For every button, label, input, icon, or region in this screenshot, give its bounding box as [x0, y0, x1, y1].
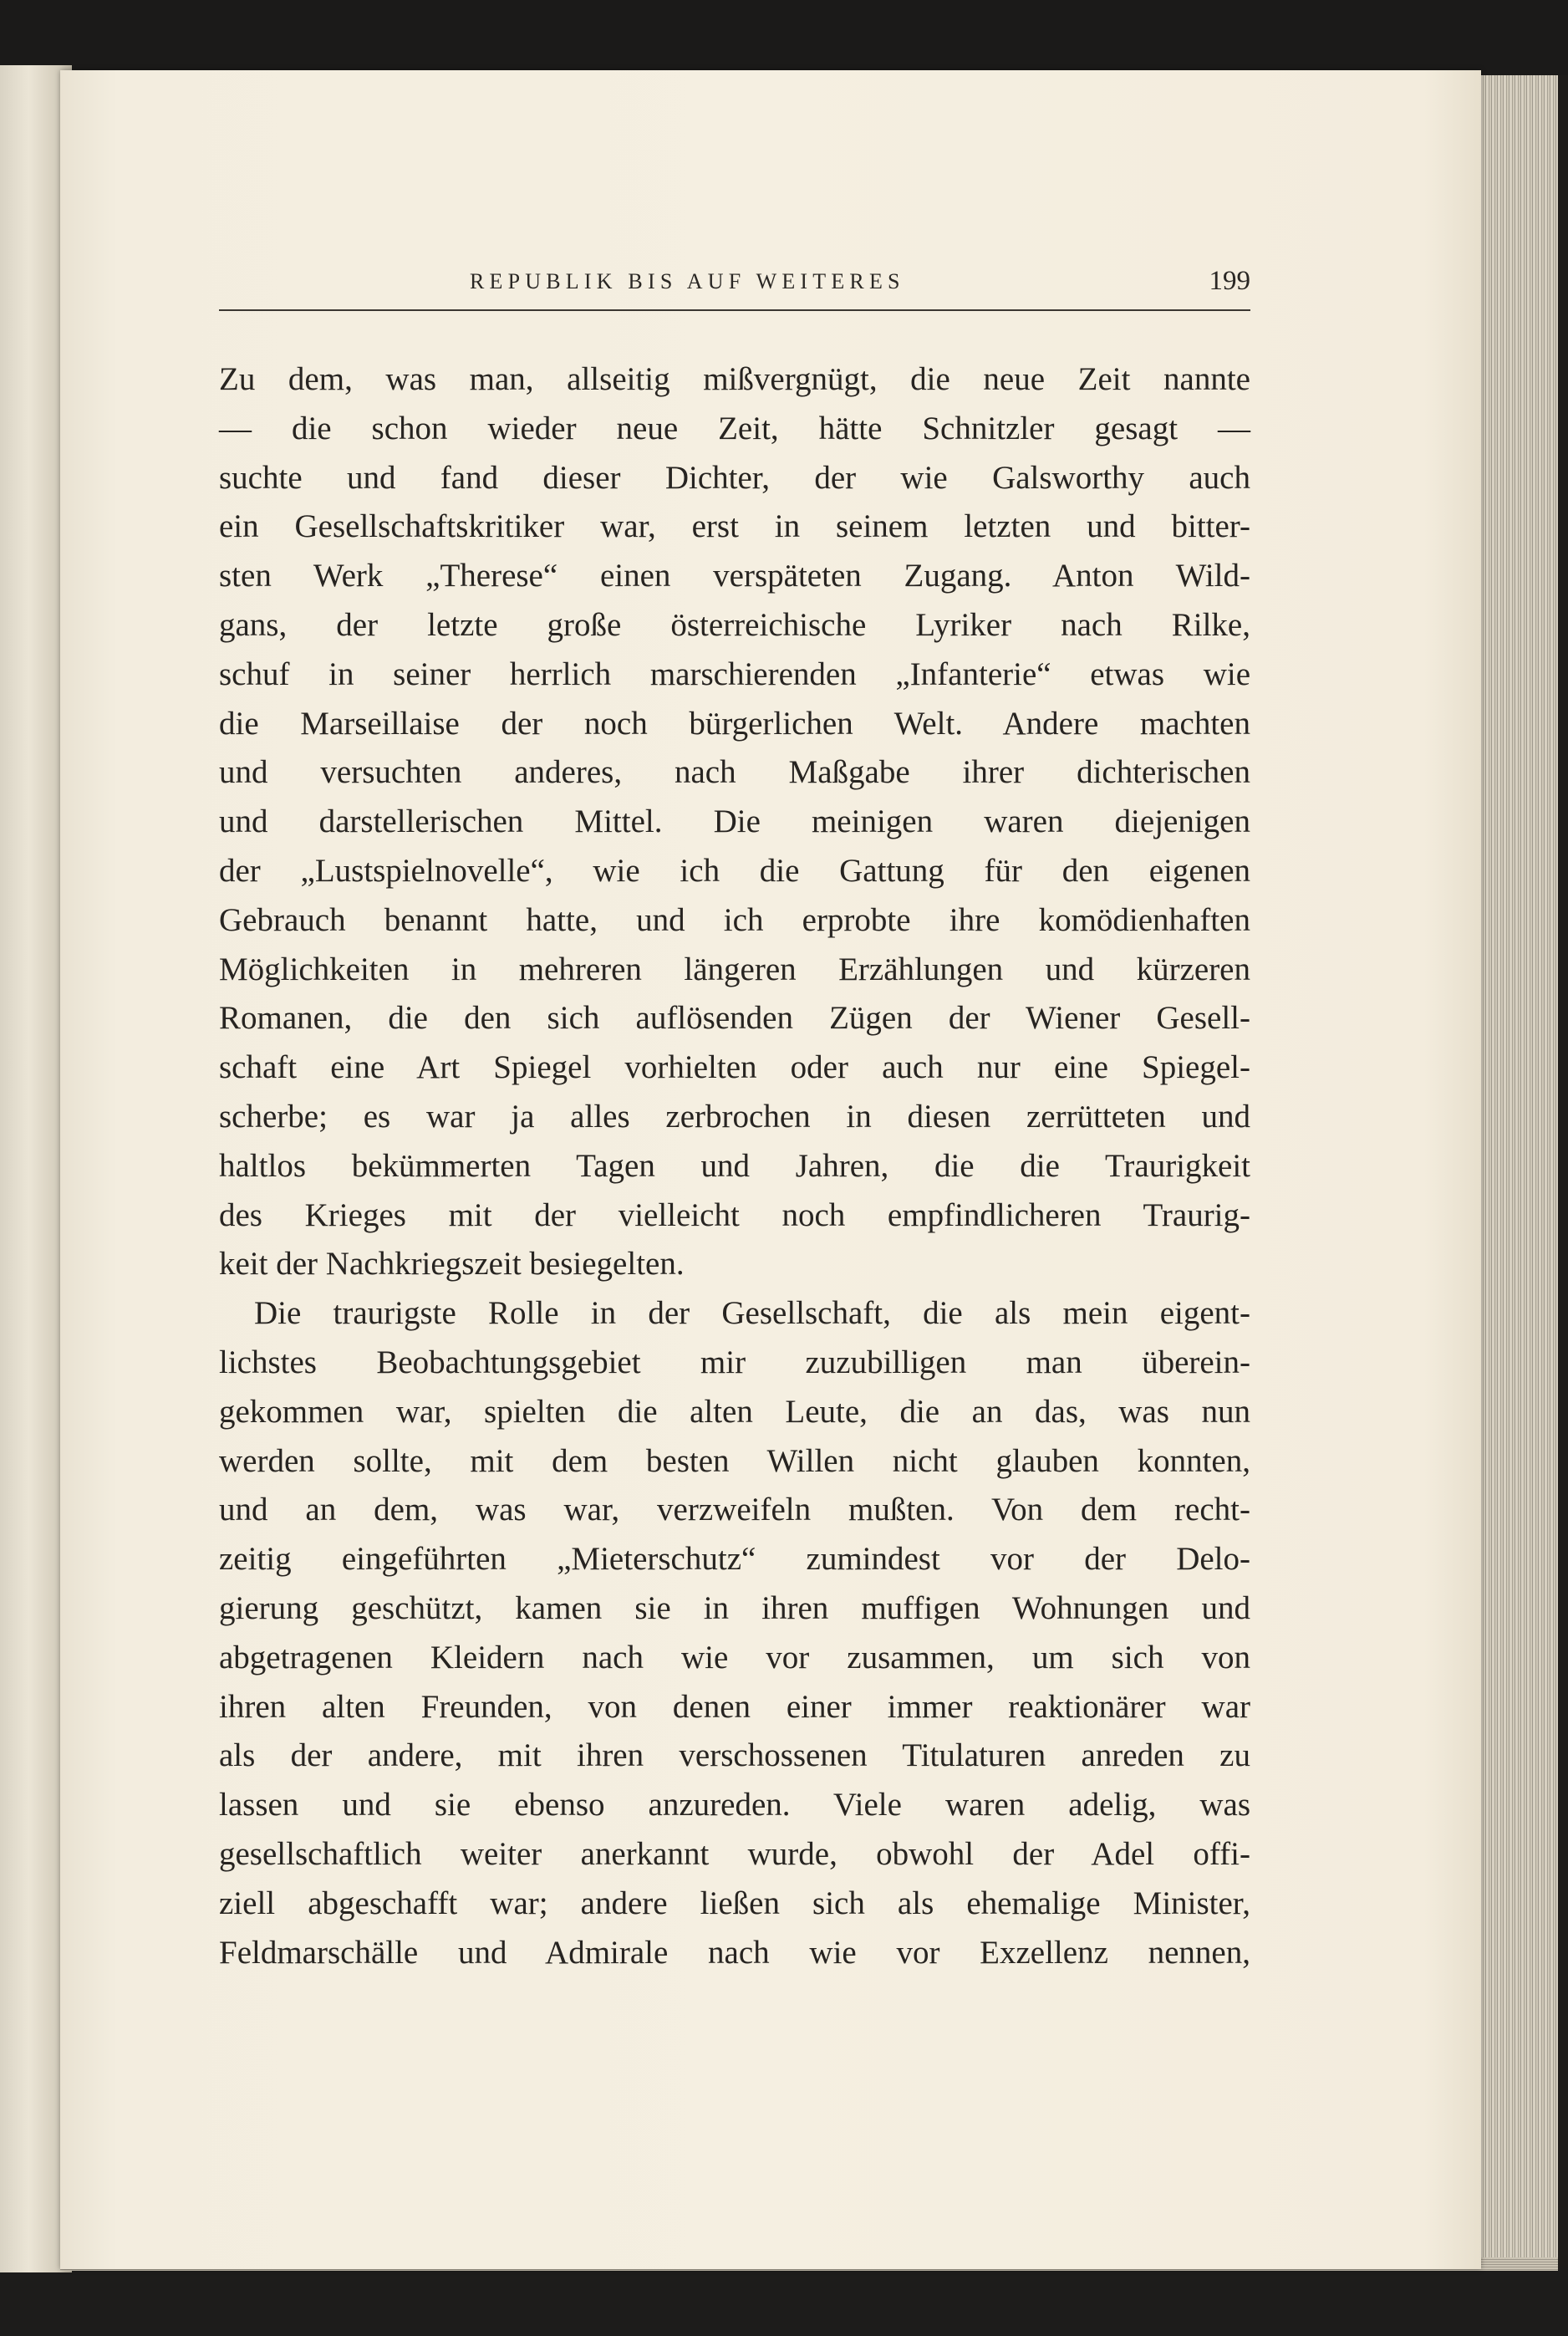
text-line: — die schon wieder neue Zeit, hätte Schnitzler gesagt — [219, 410, 1250, 446]
text-line: schuf in seiner herrlich marschierenden „Infanterie“ etwas wie [219, 655, 1250, 692]
text-line: ziell abgeschafft war; andere ließen sich als ehemalige Minister, [219, 1885, 1250, 1921]
text-line: abgetragenen Kleidern nach wie vor zusammen, um sich von [219, 1639, 1250, 1675]
text-line: ihren alten Freunden, von denen einer immer reaktionärer war [219, 1688, 1250, 1725]
body-text [219, 355, 1250, 1977]
paragraph-1 [219, 355, 1250, 1289]
text-line: und an dem, was war, verzweifeln mußten. Von dem recht- [219, 1492, 1250, 1528]
text-line: des Krieges mit der vielleicht noch empfindlicheren Traurig- [219, 1196, 1250, 1233]
text-line: gekommen war, spielten die alten Leute, die an das, was nun [219, 1393, 1250, 1430]
text-line: als der andere, mit ihren verschossenen Titulaturen anreden zu [219, 1737, 1250, 1774]
text-line: Feldmarschälle und Admirale nach wie vor Exzellenz nennen, [219, 1934, 1250, 1971]
text-line: zeitig eingeführten „Mieterschutz“ zumindest vor der Delo- [219, 1541, 1250, 1578]
text-line: Gebrauch benannt hatte, und ich erprobte ihre komödienhaften [219, 901, 1250, 938]
text-line: Möglichkeiten in mehreren längeren Erzählungen und kürzeren [219, 951, 1250, 987]
text-line: gans, der letzte große österreichische Lyriker nach Rilke, [219, 606, 1250, 643]
text-line: gierung geschützt, kamen sie in ihren muffigen Wohnungen und [219, 1589, 1250, 1626]
text-line: lichstes Beobachtungsgebiet mir zuzubilligen man überein- [219, 1344, 1250, 1380]
text-line: lassen und sie ebenso anzureden. Viele waren adelig, was [219, 1787, 1250, 1823]
text-line: keit der Nachkriegszeit besiegelten. [219, 1246, 685, 1283]
text-line: und versuchten anderes, nach Maßgabe ihrer dichterischen [219, 754, 1250, 791]
page-stack-edge-right [1478, 75, 1558, 2269]
backdrop-top [0, 0, 1568, 75]
text-line: sten Werk „Therese“ einen verspäteten Zugang. Anton Wild- [219, 558, 1250, 594]
header-rule [219, 309, 1250, 311]
paragraph-2 [219, 1289, 1250, 1977]
backdrop-bottom [0, 2267, 1568, 2336]
running-head [219, 266, 1250, 306]
text-line: und darstellerischen Mittel. Die meinigen waren diejenigen [219, 803, 1250, 840]
text-line: haltlos bekümmerten Tagen und Jahren, die die Traurigkeit [219, 1147, 1250, 1184]
text-line: scherbe; es war ja alles zerbrochen in diesen zerrütteten und [219, 1098, 1250, 1135]
text-line: gesellschaftlich weiter anerkannt wurde, obwohl der Adel offi- [219, 1835, 1250, 1872]
page-number: 199 [1209, 266, 1250, 296]
text-line: Zu dem, was man, allseitig mißvergnügt, die neue Zeit nannte [219, 361, 1250, 397]
text-line: werden sollte, mit dem besten Willen nicht glauben konnten, [219, 1442, 1250, 1479]
text-line: ein Gesellschaftskritiker war, erst in seinem letzten und bitter- [219, 508, 1250, 545]
running-head-title: REPUBLIK BIS AUF WEITERES [470, 269, 905, 293]
text-line: suchte und fand dieser Dichter, der wie Galsworthy auch [219, 459, 1250, 496]
text-line: schaft eine Art Spiegel vorhielten oder auch nur eine Spiegel- [219, 1049, 1250, 1086]
text-line: Romanen, die den sich auflösenden Zügen der Wiener Gesell- [219, 1000, 1250, 1037]
text-line: die Marseillaise der noch bürgerlichen Welt. Andere machten [219, 705, 1250, 742]
text-line: der „Lustspielnovelle“, wie ich die Gattung für den eigenen [219, 852, 1250, 889]
text-line: Die traurigste Rolle in der Gesellschaft, die als mein eigent- [254, 1295, 1250, 1332]
